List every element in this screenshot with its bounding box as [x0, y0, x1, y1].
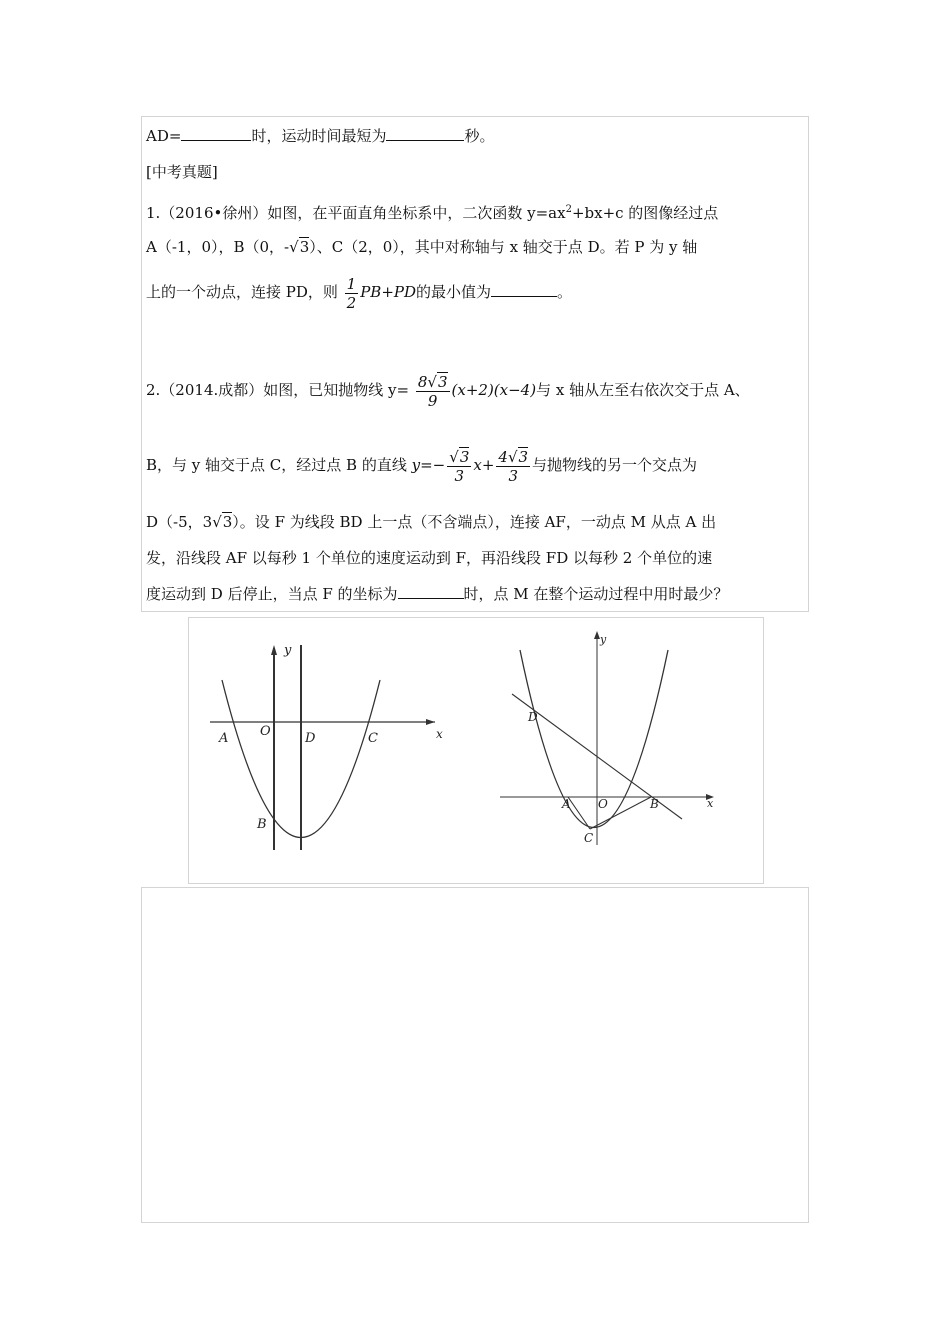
svg-text:D: D — [528, 710, 538, 724]
parabola-2 — [520, 650, 668, 828]
x-arrow-icon — [426, 719, 435, 725]
q2-line3: D（-5，3√3）。设 F 为线段 BD 上一点（不含端点），连接 AF，一动点 M 从点 A 出 — [146, 513, 717, 531]
answer-line: AD= 时，运动时间最短为 秒。 — [146, 127, 495, 145]
segment-ac — [568, 797, 590, 829]
svg-text:C: C — [368, 731, 378, 746]
figure-1 — [210, 643, 443, 850]
fraction-coef: $\frac{8√3}{9}$ — [417, 372, 448, 410]
y-arrow-icon — [271, 645, 277, 655]
svg-text:A: A — [219, 731, 229, 746]
section-heading: [中考真题] — [146, 163, 218, 181]
svg-text:A: A — [562, 797, 571, 811]
svg-text:O: O — [260, 724, 271, 739]
svg-text:x: x — [436, 727, 443, 741]
q2-line2: B，与 y 轴交于点 C，经过点 B 的直线 y=− $\frac{√3}{3}$ x+ $\frac{4√3}{3}$ 与抛物线的另一个交点为 — [146, 447, 698, 485]
svg-text:y: y — [284, 643, 292, 658]
q1-line1: 1.（2016•徐州）如图，在平面直角坐标系中，二次函数 $y=ax^2+bx+c$ 的图像经过点 — [146, 204, 719, 222]
q2-line4: 发，沿线段 AF 以每秒 1 个单位的速度运动到 F，再沿线段 FD 以每秒 2 个单位的速 — [146, 549, 713, 567]
fraction-half: $\frac{1}{2}$ — [346, 274, 357, 312]
svg-text:B: B — [257, 817, 267, 832]
q1-line3: 上的一个动点，连接 PD，则 $\frac{1}{2}$ PB+PD的最小值为 。 — [146, 274, 573, 312]
svg-text:B: B — [650, 797, 659, 811]
fraction-sqrt3-over-3: $\frac{√3}{3}$ — [449, 447, 470, 485]
q2-line5: 度运动到 D 后停止，当点 F 的坐标为 时，点 M 在整个运动过程中用时最少？ — [146, 585, 729, 603]
ad-label: AD= — [146, 127, 182, 145]
svg-text:O: O — [598, 797, 608, 811]
svg-text:x: x — [707, 797, 714, 810]
q2-line1: 2.（2014.成都）如图，已知抛物线 y= $\frac{8√3}{9}$ (x+2)(x−4)与 x 轴从左至右依次交于点 A、 — [146, 372, 750, 410]
q1-line2: A（-1，0），B（0，-√3）、C（2，0），其中对称轴与 x 轴交于点 D。若 P 为 y 轴 — [146, 238, 698, 256]
figure-2 — [500, 631, 714, 845]
fraction-4sqrt3-over-3: $\frac{4√3}{3}$ — [498, 447, 529, 485]
svg-text:D: D — [305, 731, 316, 746]
sqrt-3: 3 — [299, 238, 310, 256]
svg-text:y: y — [600, 633, 607, 646]
svg-text:C: C — [584, 831, 594, 845]
